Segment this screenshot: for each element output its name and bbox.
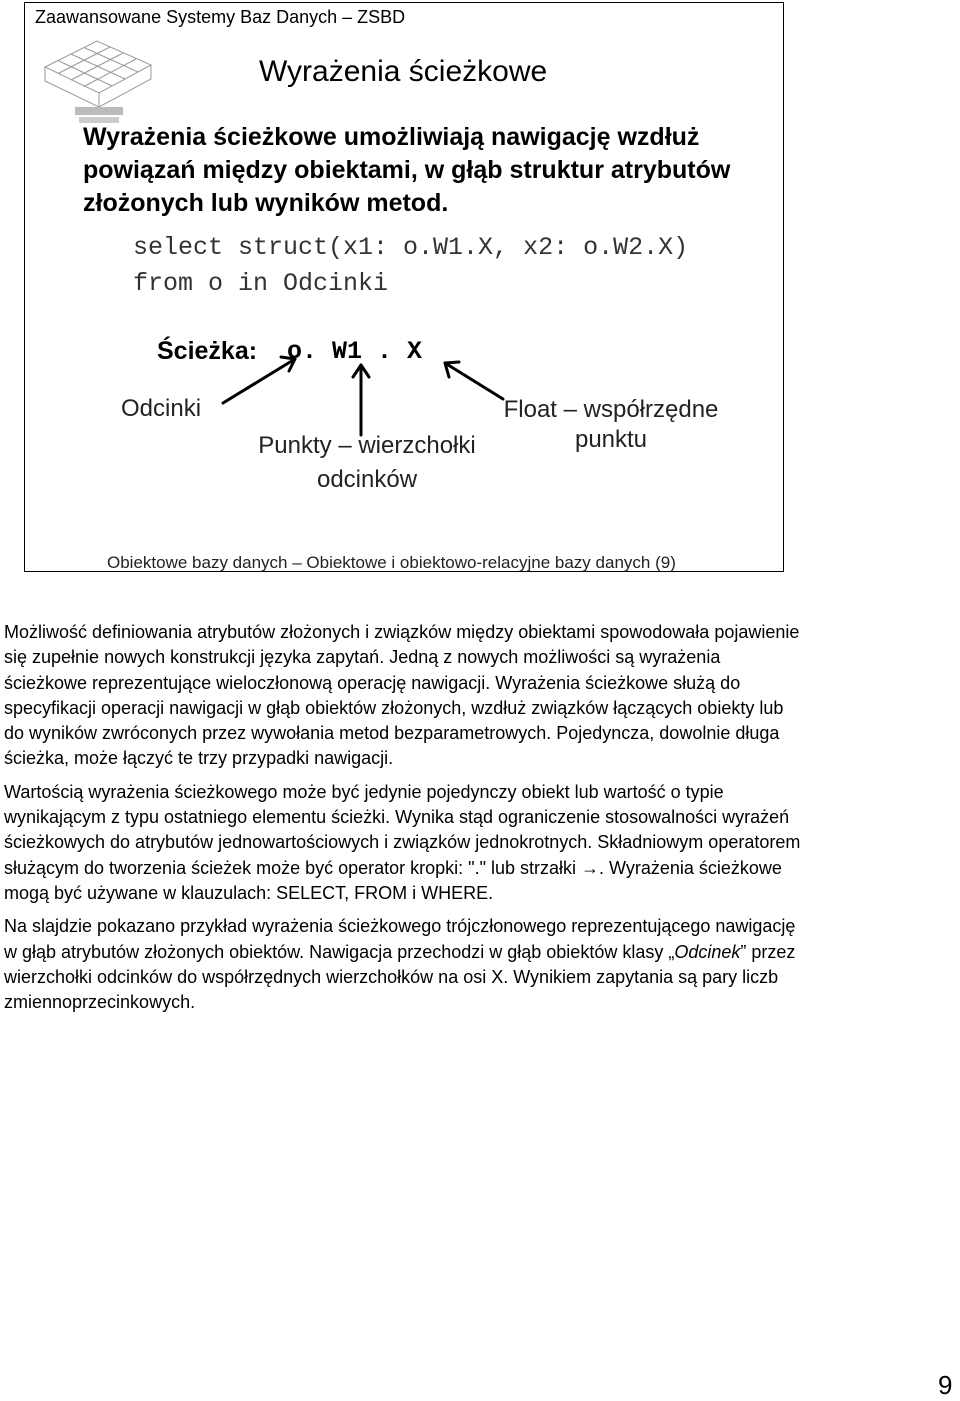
label-float: Float – współrzędne punktu bbox=[503, 396, 719, 453]
notes-paragraph-1: Możliwość definiowania atrybutów złożonych i związków między obiektami spowodowała pojawienie się zupełnie nowych konstrukcji języka zapytań. Jedną z nowych możliwości są wyrażenia ścieżkowe reprezentujące wieloczłonową operację nawigacji. Wyrażenia ścieżkowe służą do specyfikacji operacji nawigacji w głąb obiektów złożonych, wzdłuż związków łączących obiekty lub do wyników zwróconych przez wywołania metod bezparametrowych. Pojedyncza, dowolnie długa ścieżka, może łączyć te trzy przypadki nawigacji. bbox=[4, 622, 800, 769]
arrow-to-x bbox=[445, 363, 503, 399]
label-punkty: Punkty – wierzchołki odcinków bbox=[258, 432, 476, 493]
arrow-operator-icon: → bbox=[581, 857, 599, 878]
notes-paragraph-2: Wartością wyrażenia ścieżkowego może być jedynie pojedynczy obiekt lub wartość o typie wynikającym z typu ostatniego elementu ścieżki. Wynika stąd ograniczenie stosowalności wyrażeń ścieżkowych do atrybutów jednowartościowych i związków jednokrotnych. Składniowym operatorem służącym do tworzenia ścieżek może być operator kropki: "." lub strzałki →. Wyrażenia ścieżkowe mogą być używane w klauzulach: SELECT, FROM i WHERE. bbox=[4, 781, 801, 903]
slide-frame bbox=[24, 2, 784, 572]
path-expression: o. W1 . X bbox=[287, 337, 423, 366]
class-name-odcinek: Odcinek bbox=[674, 941, 741, 962]
slide-footer: Obiektowe bazy danych – Obiektowe i obiektowo-relacyjne bazy danych (9) bbox=[107, 553, 676, 572]
lecture-notes bbox=[4, 620, 804, 1023]
code-line-from: from o in Odcinki bbox=[133, 269, 389, 298]
page-number: 9 bbox=[938, 1370, 953, 1400]
path-label: Ścieżka: bbox=[157, 337, 258, 365]
slide-title: Wyrażenia ścieżkowe bbox=[259, 55, 548, 88]
arrow-to-o bbox=[223, 359, 295, 403]
label-odcinki: Odcinki bbox=[121, 395, 202, 422]
notes-paragraph-3: Na slajdzie pokazano przykład wyrażenia ścieżkowego trójczłonowego reprezentującego nawigację w głąb atrybutów złożonych obiektów. Nawigacja przechodzi w głąb obiektów klasy „Odcinek” przez wierzchołki odcinków do współrzędnych wierzchołków na osi X. Wynikiem zapytania są pary liczb zmiennoprzecinkowych. bbox=[4, 916, 796, 1013]
slide-lead-text: Wyrażenia ścieżkowe umożliwiają nawigację wzdłuż powiązań między obiektami, w głąb struktur atrybutów złożonych lub wyników metod. bbox=[83, 123, 731, 217]
course-title: Zaawansowane Systemy Baz Danych – ZSBD bbox=[35, 7, 406, 27]
code-line-select: select struct(x1: o.W1.X, x2: o.W2.X) bbox=[133, 233, 689, 262]
